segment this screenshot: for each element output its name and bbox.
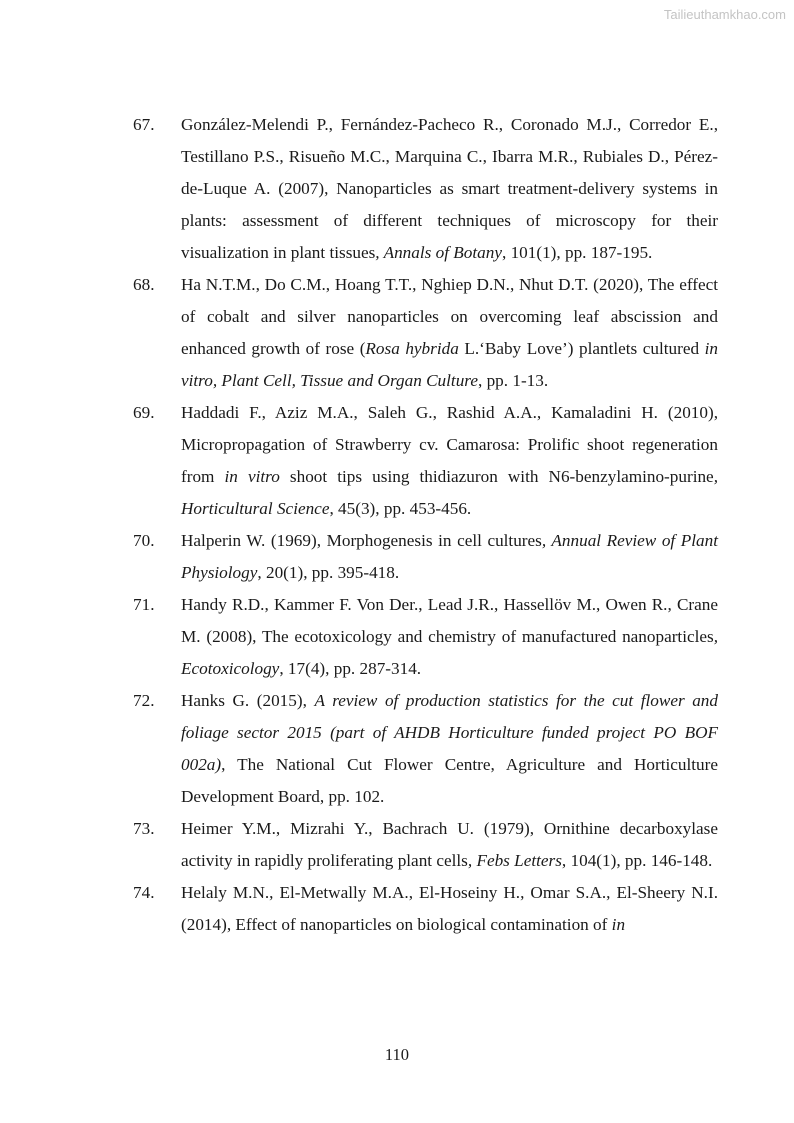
reference-item: [133, 109, 718, 269]
reference-segment: , 20(1), pp. 395-418.: [257, 563, 400, 582]
reference-number: 68.: [133, 275, 155, 294]
reference-text: [181, 525, 718, 589]
reference-italic-segment: , Ecotoxicology: [181, 627, 718, 678]
watermark: Tailieuthamkhao.com: [663, 7, 786, 22]
reference-segment: L.‘Baby Love’) plantlets cultured: [458, 339, 705, 358]
reference-text: [181, 813, 718, 877]
reference-segment: , pp. 1-13.: [477, 371, 549, 390]
reference-text: [181, 109, 718, 269]
reference-number: 69.: [133, 403, 155, 422]
reference-italic-segment: , Annals of Botany: [375, 243, 502, 262]
reference-segment: Helaly M.N., El-Metwally M.A., El-Hoseiny H., Omar S.A., El-Sheery N.I. (2014), Effect of nanoparticles on biological contamination of: [181, 883, 718, 934]
reference-italic-segment: , Annual Review of Plant Physiology: [181, 531, 718, 582]
reference-segment: , 45(3), pp. 453-456.: [329, 499, 472, 518]
reference-italic-segment: Rosa hybrida: [365, 339, 459, 358]
reference-text: [181, 589, 718, 685]
reference-number: 74.: [133, 883, 155, 902]
reference-segment: , 17(4), pp. 287-314.: [279, 659, 422, 678]
reference-segment: Halperin W. (1969), Morphogenesis in cell cultures: [181, 531, 542, 550]
reference-number: 73.: [133, 819, 155, 838]
reference-italic-segment: in: [611, 915, 626, 934]
page-number: 110: [384, 1045, 410, 1064]
reference-number: 70.: [133, 531, 155, 550]
reference-item: [133, 589, 718, 685]
reference-segment: Heimer Y.M., Mizrahi Y., Bachrach U. (1979), Ornithine decarboxylase activity in rapidly proliferating plant cells: [181, 819, 718, 870]
reference-number: 71.: [133, 595, 155, 614]
reference-italic-segment: , Febs Letters: [467, 851, 562, 870]
reference-text: [181, 685, 718, 813]
reference-text: [181, 877, 718, 941]
reference-text: [181, 397, 718, 525]
reference-italic-segment: in vitro, Plant Cell, Tissue and Organ Culture: [181, 339, 718, 390]
reference-italic-segment: , Horticultural Science: [181, 467, 718, 518]
reference-list: [133, 109, 718, 941]
reference-text: [181, 269, 718, 397]
reference-item: [133, 397, 718, 525]
reference-segment: , 101(1), pp. 187-195.: [501, 243, 653, 262]
reference-segment: Hanks G. (2015),: [181, 691, 315, 710]
reference-segment: Haddadi F., Aziz M.A., Saleh G., Rashid A.A., Kamaladini H. (2010), Micropropagation of Strawberry cv. Camarosa: Prolific shoot regeneration from: [181, 403, 718, 486]
reference-item: [133, 525, 718, 589]
reference-italic-segment: A review of production statistics for the cut flower and foliage sector 2015 (part of AHDB Horticulture funded project PO BOF 002a): [181, 691, 718, 774]
reference-segment: , 104(1), pp. 146-148.: [561, 851, 713, 870]
reference-item: [133, 813, 718, 877]
reference-number: 72.: [133, 691, 155, 710]
reference-item: [133, 685, 718, 813]
reference-segment: González-Melendi P., Fernández-Pacheco R., Coronado M.J., Corredor E., Testillano P.S., Risueño M.C., Marquina C., Ibarra M.R., Rubiales D., Pérez-de-Luque A. (2007), Nanoparticles as smart treatment-delivery systems in plants: assessment of different techniques of microscopy for their visualization in plant tissues: [181, 115, 718, 262]
reference-item: [133, 269, 718, 397]
reference-item: [133, 877, 718, 941]
reference-number: 67.: [133, 115, 155, 134]
reference-segment: , The National Cut Flower Centre, Agriculture and Horticulture Development Board, pp. 102.: [181, 755, 718, 806]
reference-segment: shoot tips using thidiazuron with N6-benzylamino-purine: [279, 467, 714, 486]
reference-segment: Handy R.D., Kammer F. Von Der., Lead J.R., Hassellöv M., Owen R., Crane M. (2008), The ecotoxicology and chemistry of manufactured nanoparticles: [181, 595, 718, 646]
reference-italic-segment: in vitro: [224, 467, 280, 486]
reference-segment: Ha N.T.M., Do C.M., Hoang T.T., Nghiep D.N., Nhut D.T. (2020), The effect of cobalt and silver nanoparticles on overcoming leaf abscission and enhanced growth of rose (: [181, 275, 718, 358]
